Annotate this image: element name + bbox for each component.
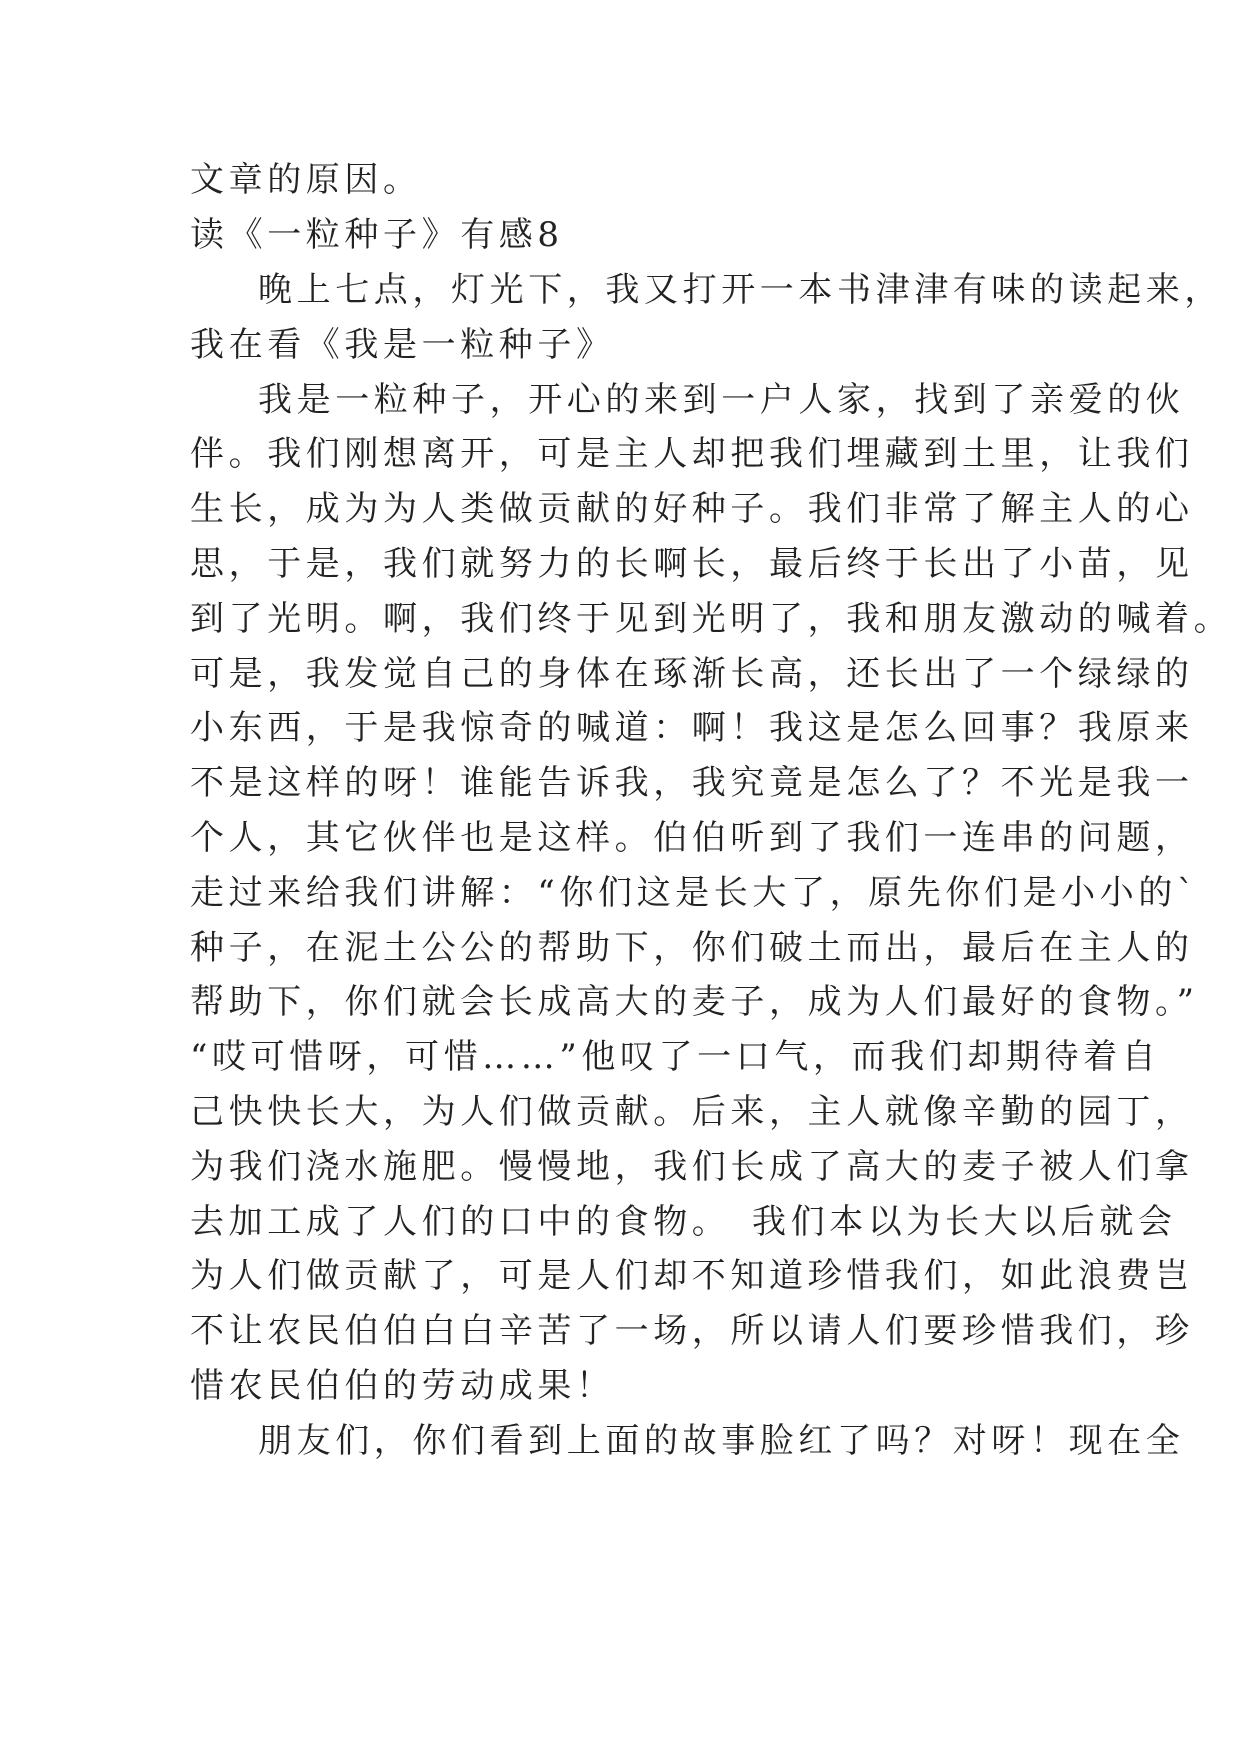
text-line: 文章的原因。 (190, 160, 422, 200)
text-line: 帮助下，你们就会长成高大的麦子，成为人们最好的食物。” (190, 982, 1199, 1022)
text-line: 不是这样的呀！谁能告诉我，我究竟是怎么了？不光是我一 (190, 763, 1194, 803)
text-line: 为我们浇水施肥。慢慢地，我们长成了高大的麦子被人们拿 (190, 1147, 1194, 1187)
text-line: 种子，在泥土公公的帮助下，你们破土而出，最后在主人的 (190, 928, 1194, 968)
section-title: 读《一粒种子》有感8 (190, 215, 564, 255)
text-line: 走过来给我们讲解：“你们这是长大了，原先你们是小小的` (190, 873, 1199, 913)
text-line: 小东西，于是我惊奇的喊道：啊！我这是怎么回事？我原来 (190, 708, 1194, 748)
text-line: 朋友们，你们看到上面的故事脸红了吗？对呀！现在全 (258, 1421, 1185, 1461)
text-line: 可是，我发觉自己的身体在琢渐长高，还长出了一个绿绿的 (190, 654, 1194, 694)
text-line: “哎可惜呀，可惜……”他叹了一口气，而我们却期待着自 (190, 1037, 1161, 1077)
text-line: 个人，其它伙伴也是这样。伯伯听到了我们一连串的问题， (190, 818, 1194, 858)
text-line: 惜农民伯伯的劳动成果！ (190, 1366, 615, 1406)
text-line: 己快快长大，为人们做贡献。后来，主人就像辛勤的园丁， (190, 1092, 1194, 1132)
text-line: 伴。我们刚想离开，可是主人却把我们埋藏到土里，让我们 (190, 434, 1194, 474)
text-line: 不让农民伯伯白白辛苦了一场，所以请人们要珍惜我们，珍 (190, 1311, 1194, 1351)
text-line: 生长，成为为人类做贡献的好种子。我们非常了解主人的心 (190, 489, 1194, 529)
text-line: 我在看《我是一粒种子》 (190, 325, 615, 365)
text-line: 为人们做贡献了，可是人们却不知道珍惜我们，如此浪费岂 (190, 1256, 1194, 1296)
text-line: 到了光明。啊，我们终于见到光明了，我和朋友激动的喊着。 (190, 599, 1233, 639)
text-line: 我是一粒种子，开心的来到一户人家，找到了亲爱的伙 (258, 380, 1185, 420)
text-line: 晚上七点，灯光下，我又打开一本书津津有味的读起来， (258, 270, 1223, 310)
text-line: 思，于是，我们就努力的长啊长，最后终于长出了小苗，见 (190, 544, 1194, 584)
text-line: 去加工成了人们的口中的食物。 我们本以为长大以后就会 (190, 1202, 1177, 1242)
